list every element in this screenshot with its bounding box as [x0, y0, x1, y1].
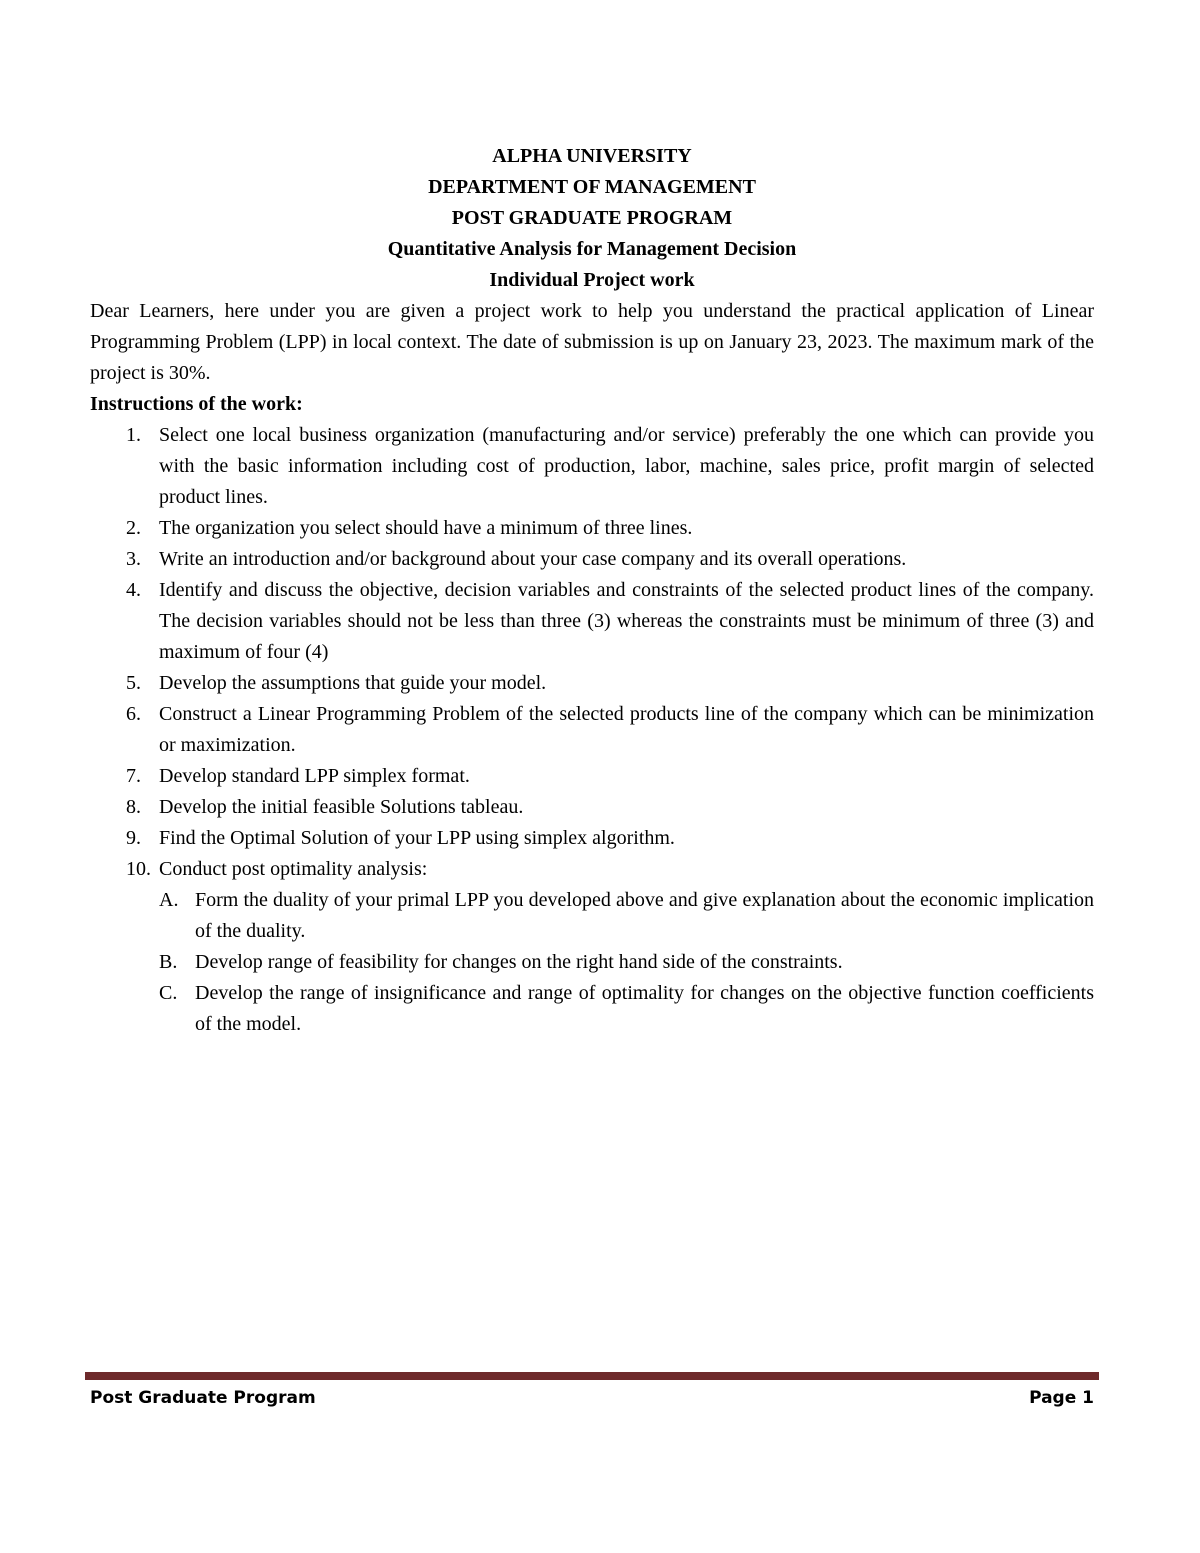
list-item [90, 699, 1094, 761]
list-item-number: 2. [126, 517, 141, 539]
document-header [90, 141, 1094, 296]
list-item [90, 792, 1094, 823]
list-item-number: 9. [126, 827, 141, 849]
list-item-number: 3. [126, 548, 141, 570]
list-item-text: Develop standard LPP simplex format. [159, 765, 470, 787]
list-item-number: 6. [126, 703, 141, 725]
list-item-number: 7. [126, 765, 141, 787]
instructions-title: Instructions of the work: [90, 393, 303, 415]
sub-list-item-text: Form the duality of your primal LPP you developed above and give explanation about the economic implication of the duality. [195, 889, 1094, 942]
program-name: POST GRADUATE PROGRAM [451, 207, 733, 229]
list-item [90, 575, 1094, 668]
sub-list-item [159, 885, 1094, 947]
list-item [90, 823, 1094, 854]
list-item [90, 513, 1094, 544]
list-item [90, 761, 1094, 792]
list-item-text: Conduct post optimality analysis: [159, 858, 428, 880]
university-name: ALPHA UNIVERSITY [492, 145, 692, 167]
list-item-text: Construct a Linear Programming Problem of the selected products line of the company which can be minimization or maximization. [159, 703, 1094, 756]
sub-list-item-text: Develop the range of insignificance and range of optimality for changes on the objective function coefficients of the model. [195, 982, 1094, 1035]
list-item-number: 1. [126, 424, 141, 446]
list-item-text: Develop the initial feasible Solutions tableau. [159, 796, 524, 818]
list-item [90, 668, 1094, 699]
course-title: Quantitative Analysis for Management Decision [387, 238, 797, 260]
list-item-text: Develop the assumptions that guide your model. [159, 672, 547, 694]
list-item-text: Find the Optimal Solution of your LPP using simplex algorithm. [159, 827, 675, 849]
list-item-text: Identify and discuss the objective, decision variables and constraints of the selected product lines of the company. The decision variables should not be less than three (3) whereas the constraints must be minimum of three (3) and maximum of four (4) [159, 579, 1094, 663]
sub-list [159, 885, 1094, 1040]
instructions-list [90, 420, 1094, 1040]
list-item-text: Write an introduction and/or background about your case company and its overall operations. [159, 548, 907, 570]
list-item-text: The organization you select should have a minimum of three lines. [159, 517, 693, 539]
list-item-text: Select one local business organization (manufacturing and/or service) preferably the one which can provide you with the basic information including cost of production, labor, machine, sales price, profit margin of selected product lines. [159, 424, 1094, 508]
list-item [90, 854, 1094, 1040]
work-type: Individual Project work [489, 269, 695, 291]
list-item [90, 544, 1094, 575]
sub-list-item-letter: C. [159, 982, 178, 1004]
sub-list-item-letter: A. [159, 889, 179, 911]
sub-list-item-text: Develop range of feasibility for changes on the right hand side of the constraints. [195, 951, 843, 973]
sub-list-item [159, 947, 1094, 978]
sub-list-item [159, 978, 1094, 1040]
list-item-number: 10. [126, 858, 151, 880]
intro-paragraph: Dear Learners, here under you are given a project work to help you understand the practical application of Linear Programming Problem (LPP) in local context. The date of submission is up on January 23, 2023. The maximum mark of the project is 30%. [90, 300, 1094, 384]
page-content [90, 141, 1094, 1040]
sub-list-item-letter: B. [159, 951, 178, 973]
list-item-number: 5. [126, 672, 141, 694]
footer-divider [85, 1372, 1099, 1380]
footer-program-label: Post Graduate Program [90, 1388, 316, 1408]
list-item-number: 4. [126, 579, 141, 601]
department-name: DEPARTMENT OF MANAGEMENT [428, 176, 756, 198]
list-item [90, 420, 1094, 513]
page-number: Page 1 [1029, 1388, 1094, 1408]
list-item-number: 8. [126, 796, 141, 818]
